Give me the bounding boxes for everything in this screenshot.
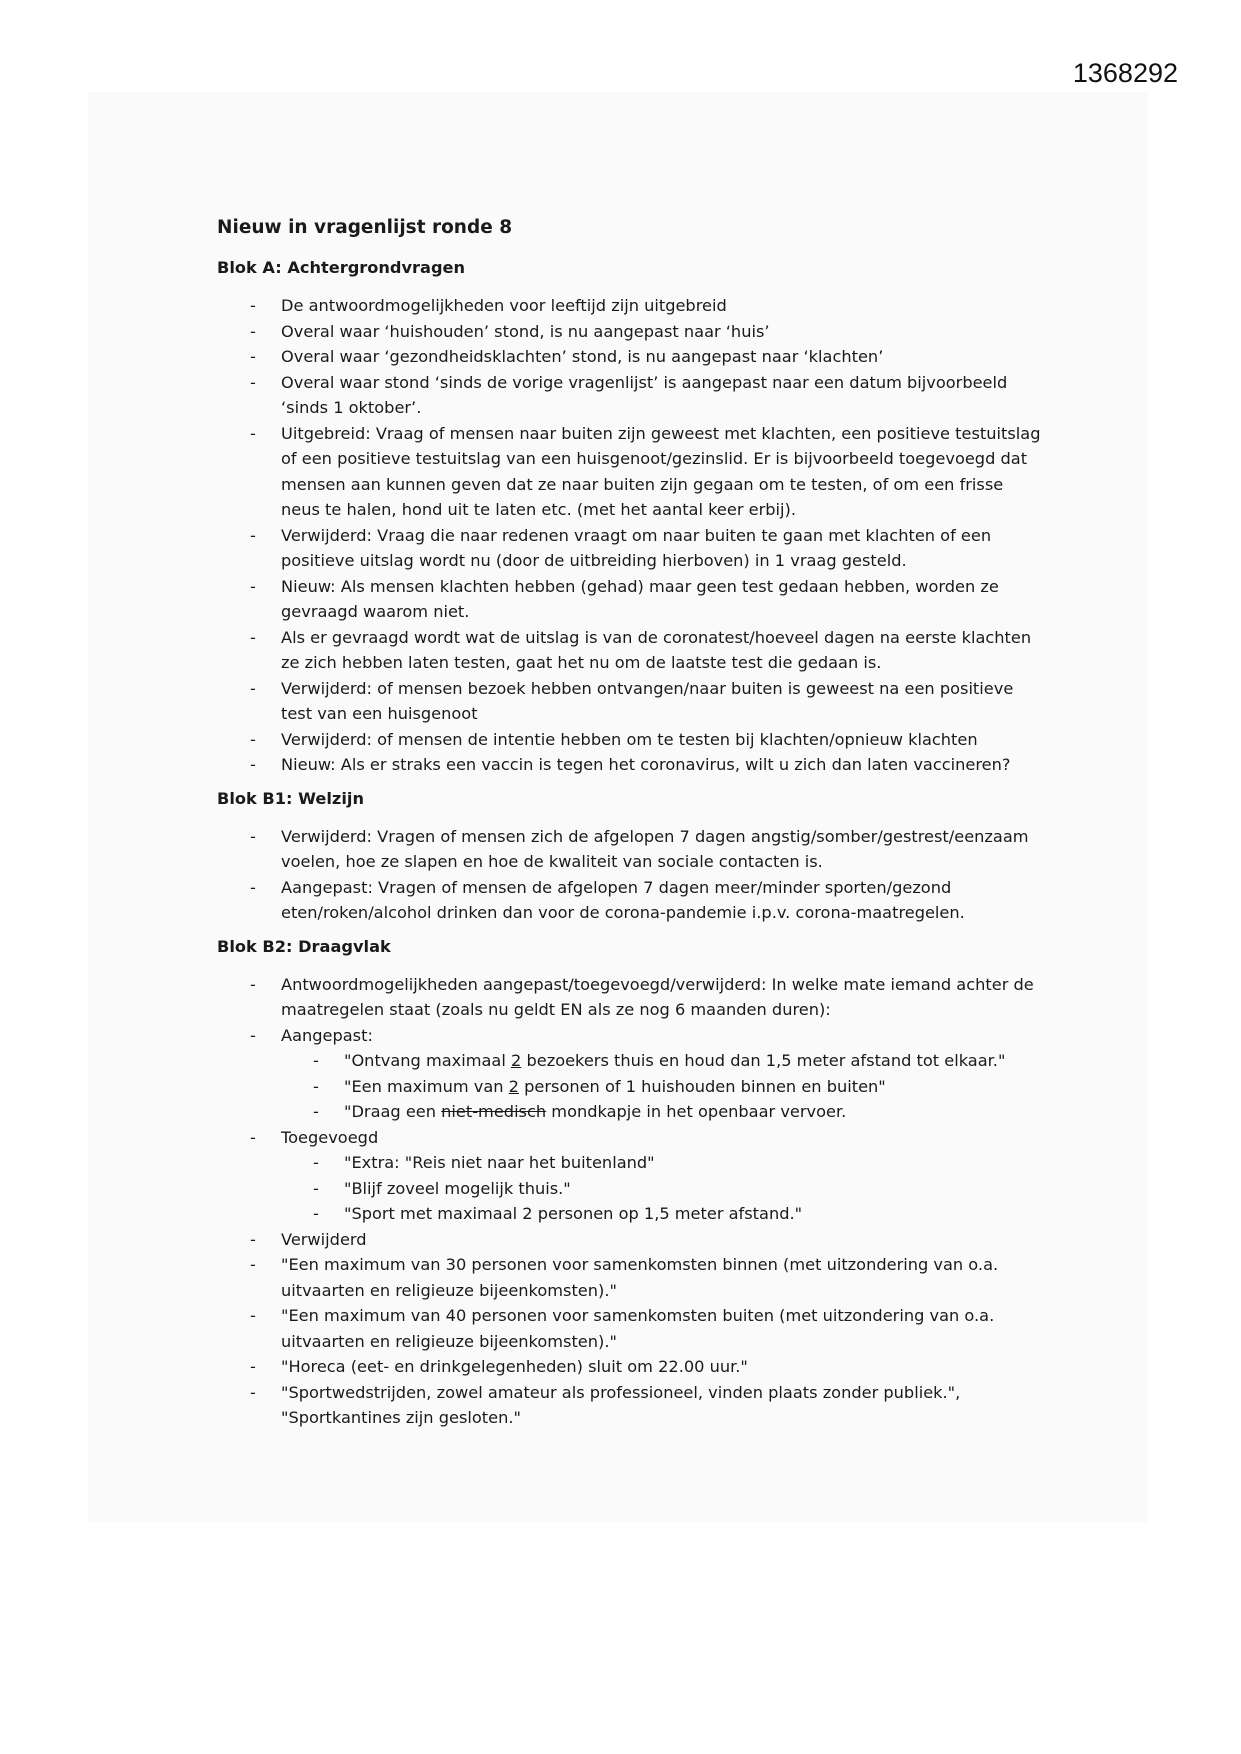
- list-item: - Overal waar stond ‘sinds de vorige vragenlijst’ is aangepast naar een datum bijvoorbeeld ‘sinds 1 oktober’.: [217, 370, 1047, 421]
- list-item: - Als er gevraagd wordt wat de uitslag is van de coronatest/hoeveel dagen na eerste klachten ze zich hebben laten testen, gaat het nu om de laatste test die gedaan is.: [217, 625, 1047, 676]
- sub-list-item: - "Sport met maximaal 2 personen op 1,5 meter afstand.": [281, 1201, 1047, 1227]
- document-id: 1368292: [1072, 58, 1178, 88]
- block-b2-list: [217, 972, 1047, 1431]
- sub-list-item: - "Draag een niet-medisch mondkapje in het openbaar vervoer.: [281, 1099, 1047, 1125]
- list-item: - Overal waar ‘gezondheidsklachten’ stond, is nu aangepast naar ‘klachten’: [217, 344, 1047, 370]
- aangepast-sublist: [281, 1048, 1047, 1125]
- block-b2-heading: Blok B2: Draagvlak: [217, 936, 391, 956]
- block-a-heading: Blok A: Achtergrondvragen: [217, 258, 466, 277]
- list-item: - Nieuw: Als mensen klachten hebben (gehad) maar geen test gedaan hebben, worden ze gevraagd waarom niet.: [217, 574, 1047, 625]
- aangepast-label: Aangepast:: [281, 1025, 373, 1045]
- list-item: - "Een maximum van 30 personen voor samenkomsten binnen (met uitzondering van o.a. uitvaarten en religieuze bijeenkomsten).": [217, 1252, 1047, 1303]
- underlined-number: 2: [511, 1051, 522, 1070]
- block-b1-heading: Blok B1: Welzijn: [217, 788, 364, 808]
- underlined-number: 2: [508, 1076, 519, 1096]
- list-item-aangepast: [217, 1023, 1047, 1125]
- page-title: Nieuw in vragenlijst ronde 8: [217, 217, 513, 238]
- sub-list-item: - "Een maximum van 2 personen of 1 huishouden binnen en buiten": [281, 1074, 1047, 1100]
- toegevoegd-sublist: [281, 1150, 1047, 1227]
- list-item: - "Een maximum van 40 personen voor samenkomsten buiten (met uitzondering van o.a. uitvaarten en religieuze bijeenkomsten).": [217, 1303, 1047, 1354]
- list-item: - Nieuw: Als er straks een vaccin is tegen het coronavirus, wilt u zich dan laten vaccineren?: [217, 752, 1047, 778]
- list-item: - Uitgebreid: Vraag of mensen naar buiten zijn geweest met klachten, een positieve testuitslag of een positieve testuitslag van een huisgenoot/gezinslid. Er is bijvoorbeeld toegevoegd dat mensen aan kunnen geven dat ze naar buiten zijn gegaan om te testen, of om een frisse neus te halen, hond uit te laten etc. (met het aantal keer erbij).: [217, 421, 1047, 523]
- list-item: - De antwoordmogelijkheden voor leeftijd zijn uitgebreid: [217, 293, 1047, 319]
- verwijderd-label: - Verwijderd: [217, 1227, 1047, 1253]
- list-item: - Verwijderd: Vragen of mensen zich de afgelopen 7 dagen angstig/somber/gestrest/eenzaam voelen, hoe ze slapen en hoe de kwaliteit van sociale contacten is.: [217, 824, 1047, 875]
- list-item-toegevoegd: [217, 1125, 1047, 1227]
- list-item: - "Horeca (eet- en drinkgelegenheden) sluit om 22.00 uur.": [217, 1354, 1047, 1380]
- strikethrough-text: niet-medisch: [441, 1102, 547, 1121]
- toegevoegd-label: Toegevoegd: [281, 1127, 379, 1147]
- list-item: - Antwoordmogelijkheden aangepast/toegevoegd/verwijderd: In welke mate iemand achter de maatregelen staat (zoals nu geldt EN als ze nog 6 maanden duren):: [217, 972, 1047, 1023]
- sub-list-item: - "Ontvang maximaal 2 bezoekers thuis en houd dan 1,5 meter afstand tot elkaar.": [281, 1048, 1047, 1074]
- sub-list-item: - "Extra: "Reis niet naar het buitenland": [281, 1150, 1047, 1176]
- list-item: - Verwijderd: of mensen de intentie hebben om te testen bij klachten/opnieuw klachten: [217, 727, 1047, 753]
- block-a-list: [217, 293, 1047, 778]
- list-item: - Verwijderd: of mensen bezoek hebben ontvangen/naar buiten is geweest na een positieve test van een huisgenoot: [217, 676, 1047, 727]
- list-item: - Aangepast: Vragen of mensen de afgelopen 7 dagen meer/minder sporten/gezond eten/roken/alcohol drinken dan voor de corona-pandemie i.p.v. corona-maatregelen.: [217, 875, 1047, 926]
- list-item: - Overal waar ‘huishouden’ stond, is nu aangepast naar ‘huis’: [217, 319, 1047, 345]
- document-body: [217, 215, 1047, 1439]
- list-item: - Verwijderd: Vraag die naar redenen vraagt om naar buiten te gaan met klachten of een positieve uitslag wordt nu (door de uitbreiding hierboven) in 1 vraag gesteld.: [217, 523, 1047, 574]
- sub-list-item: - "Blijf zoveel mogelijk thuis.": [281, 1176, 1047, 1202]
- block-b1-list: [217, 824, 1047, 926]
- list-item: - "Sportwedstrijden, zowel amateur als professioneel, vinden plaats zonder publiek.", "Sportkantines zijn gesloten.": [217, 1380, 1047, 1431]
